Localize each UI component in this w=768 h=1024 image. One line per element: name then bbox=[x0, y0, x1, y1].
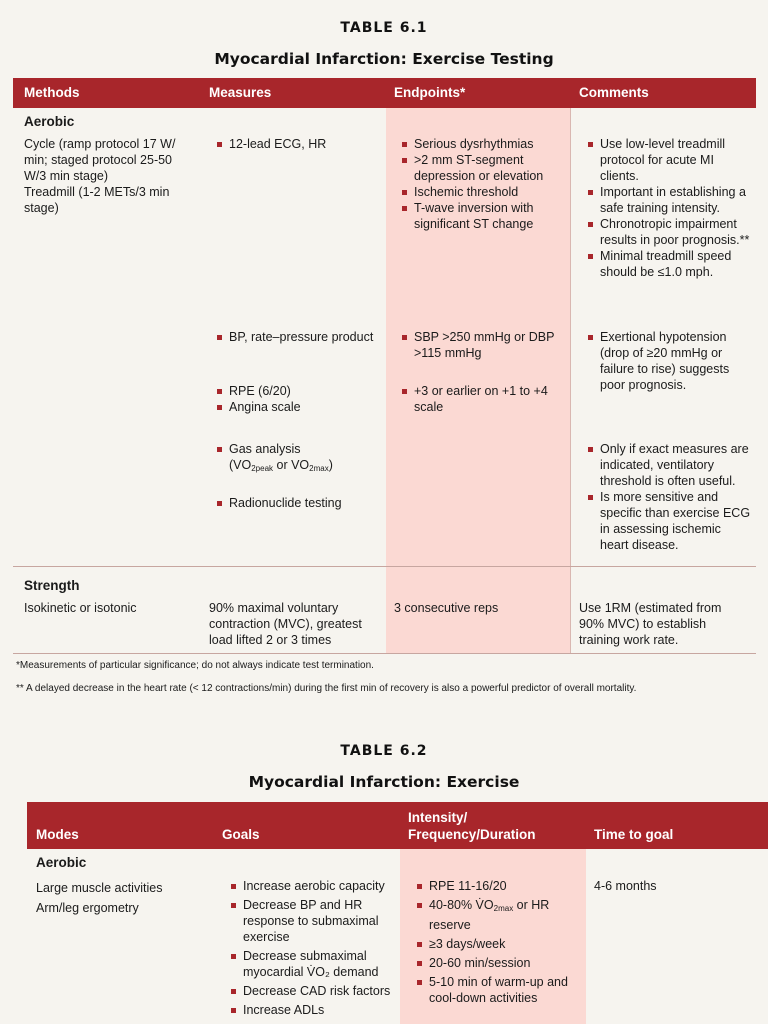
table2-title: Myocardial Infarction: Exercise bbox=[248, 773, 520, 791]
endpoint-item: T-wave inversion with significant ST change bbox=[401, 200, 564, 232]
endpoint-item: Ischemic threshold bbox=[401, 184, 564, 200]
goal-item: Increase aerobic capacity bbox=[230, 878, 395, 894]
strength-comments: Use 1RM (estimated from 90% MVC) to establish training work rate. bbox=[579, 601, 722, 647]
comments-row2 bbox=[587, 329, 747, 393]
table2-modes bbox=[36, 878, 216, 918]
comment-item: Only if exact measures are indicated, ventilatory threshold is often useful. bbox=[587, 441, 752, 489]
strength-method: Isokinetic or isotonic bbox=[24, 601, 137, 615]
intensity-item: 20-60 min/session bbox=[416, 955, 581, 971]
comment-item: Important in establishing a safe training intensity. bbox=[587, 184, 752, 216]
measures-row3 bbox=[216, 383, 381, 415]
table2-section-aerobic: Aerobic bbox=[36, 855, 87, 870]
methods-cell bbox=[24, 136, 189, 216]
measure-bp: BP, rate–pressure product bbox=[216, 329, 381, 345]
header-comments: Comments bbox=[579, 85, 649, 100]
mode-item: Large muscle activities bbox=[36, 881, 163, 895]
header-measures: Measures bbox=[209, 85, 272, 100]
comment-item: Exertional hypotension (drop of ≥20 mmHg or failure to rise) suggests poor prognosis. bbox=[587, 329, 747, 393]
header-frequency-duration: Frequency/Duration bbox=[408, 827, 536, 842]
goal-item: Decrease BP and HR response to submaximal exercise bbox=[230, 897, 395, 945]
endpoint-item: Serious dysrhythmias bbox=[401, 136, 564, 152]
goal-item: Decrease CAD risk factors bbox=[230, 983, 395, 999]
endpoint-item: +3 or earlier on +1 to +4 scale bbox=[401, 383, 564, 415]
header-modes: Modes bbox=[36, 827, 79, 842]
measure-ecg: 12-lead ECG, HR bbox=[216, 136, 381, 152]
table2-header-row bbox=[27, 802, 768, 849]
table2-time-to-goal: 4-6 months bbox=[594, 879, 657, 893]
measure-rpe: RPE (6/20) bbox=[216, 383, 381, 399]
intensity-item: 40-80% $V̇O_{2max}$ or HR reserve bbox=[416, 897, 581, 933]
intensity-item: 5-10 min of warm-up and cool-down activities bbox=[416, 974, 581, 1006]
table1-column-divider bbox=[570, 108, 571, 653]
header-time-to-goal: Time to goal bbox=[594, 827, 674, 842]
table1-title: Myocardial Infarction: Exercise Testing bbox=[214, 50, 554, 68]
table1-bottom-rule bbox=[13, 653, 756, 654]
section-divider bbox=[13, 566, 756, 567]
header-endpoints: Endpoints* bbox=[394, 85, 466, 100]
section-strength: Strength bbox=[24, 578, 80, 593]
measures-row4 bbox=[216, 441, 381, 511]
measure-gas: Gas analysis ($VO_{2peak}$ or $VO_{2max}$) bbox=[216, 441, 381, 477]
comment-item: Use low-level treadmill protocol for acute MI clients. bbox=[587, 136, 752, 184]
endpoint-item: SBP >250 mmHg or DBP >115 mmHg bbox=[401, 329, 564, 361]
header-methods: Methods bbox=[24, 85, 80, 100]
comments-row1 bbox=[587, 136, 752, 280]
section-aerobic: Aerobic bbox=[24, 114, 75, 129]
table2-number: TABLE 6.2 bbox=[340, 743, 428, 759]
table1-header-row bbox=[13, 78, 756, 108]
comments-row4 bbox=[587, 441, 752, 553]
goal-item: Increase ADLs bbox=[230, 1002, 395, 1018]
endpoint-item: >2 mm ST-segment depression or elevation bbox=[401, 152, 564, 184]
method-treadmill: Treadmill (1-2 METs/3 min stage) bbox=[24, 185, 170, 215]
strength-measures: 90% maximal voluntary contraction (MVC), greatest load lifted 2 or 3 times bbox=[209, 601, 362, 647]
intensity-item: ≥3 days/week bbox=[416, 936, 581, 952]
measure-angina: Angina scale bbox=[216, 399, 381, 415]
comment-item: Minimal treadmill speed should be ≤1.0 mph. bbox=[587, 248, 752, 280]
comment-item: Chronotropic impairment results in poor prognosis.** bbox=[587, 216, 752, 248]
table1-number: TABLE 6.1 bbox=[340, 20, 428, 36]
strength-endpoints: 3 consecutive reps bbox=[394, 601, 499, 615]
goal-item: Decrease submaximal myocardial V̇O₂ demand bbox=[230, 948, 395, 980]
measures-row2 bbox=[216, 329, 381, 345]
endpoints-row2 bbox=[401, 329, 564, 361]
measure-radionuclide: Radionuclide testing bbox=[216, 495, 381, 511]
footnote-2: ** A delayed decrease in the heart rate (< 12 contractions/min) during the first min of recovery is also a powerful predictor of overall mortality. bbox=[16, 683, 637, 694]
endpoints-row3 bbox=[401, 383, 564, 415]
endpoints-row1 bbox=[401, 136, 564, 232]
header-intensity: Intensity/ bbox=[408, 810, 468, 825]
header-goals: Goals bbox=[222, 827, 260, 842]
method-cycle: Cycle (ramp protocol 17 W/ min; staged protocol 25-50 W/3 min stage) bbox=[24, 137, 176, 183]
footnote-1: *Measurements of particular significance; do not always indicate test termination. bbox=[16, 660, 374, 671]
measures-row1 bbox=[216, 136, 381, 152]
comment-item: Is more sensitive and specific than exercise ECG in assessing ischemic heart disease. bbox=[587, 489, 752, 553]
intensity-item: RPE 11-16/20 bbox=[416, 878, 581, 894]
table2-intensity bbox=[416, 878, 581, 1006]
table2-goals bbox=[230, 878, 395, 1018]
mode-item: Arm/leg ergometry bbox=[36, 901, 139, 915]
